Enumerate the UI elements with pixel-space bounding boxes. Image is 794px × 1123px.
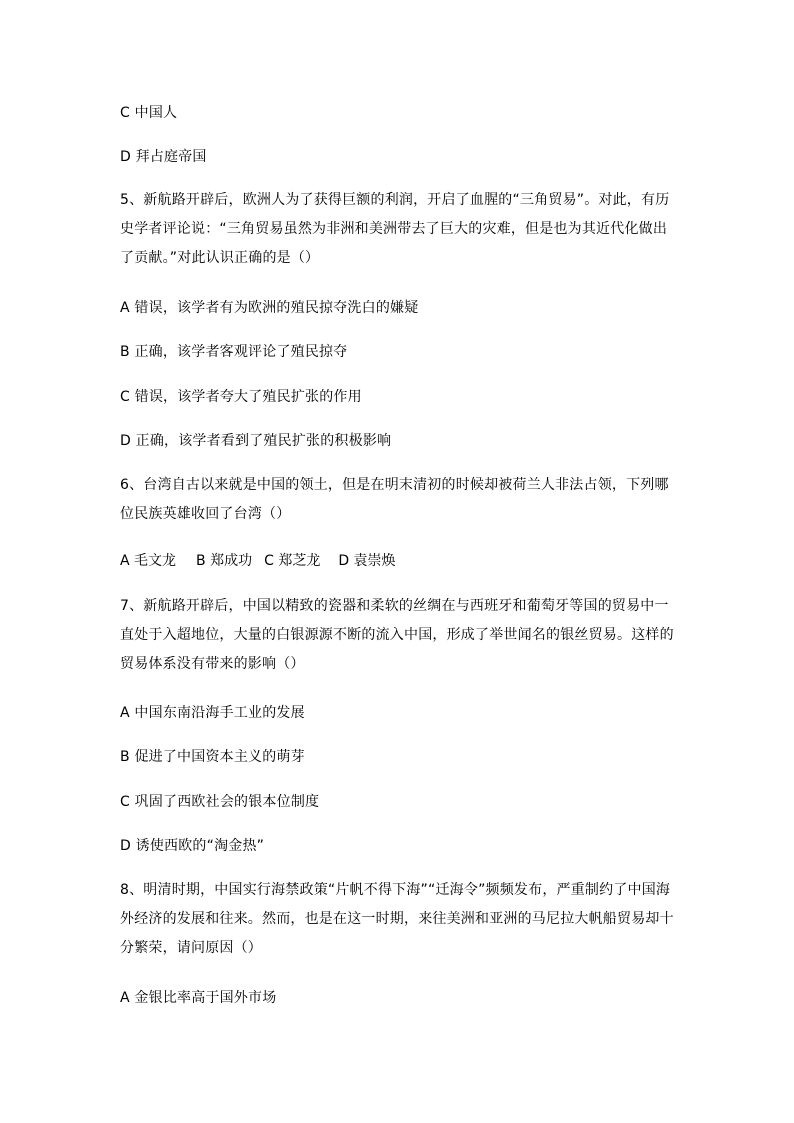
option-c-q4: C 中国人 — [120, 105, 178, 121]
option-d-q5: D 正确，该学者看到了殖民扩张的积极影响 — [120, 433, 392, 449]
question-6: 6、台湾自古以来就是中国的领土，但是在明末清初的时候却被荷兰人非法占领，下列哪位民族英雄收回了台湾（） — [120, 477, 669, 522]
question-8: 8、明清时期，中国实行海禁政策“片帆不得下海”“迁海令”频频发布，严重制约了中国海外经济的发展和往来。然而，也是在这一时期，来往美洲和亚洲的马尼拉大帆船贸易却十分繁荣，请问原因（） — [120, 882, 674, 956]
option-b-q5: B 正确，该学者客观评论了殖民掠夺 — [120, 344, 348, 360]
option-a-q5: A 错误，该学者有为欧洲的殖民掠夺洗白的嫌疑 — [120, 300, 419, 316]
option-b-q7: B 促进了中国资本主义的萌芽 — [120, 749, 305, 765]
option-a-q7: A 中国东南沿海手工业的发展 — [120, 705, 305, 721]
question-7: 7、新航路开辟后，中国以精致的瓷器和柔软的丝绸在与西班牙和葡萄牙等国的贸易中一直处于入超地位，大量的白银源源不断的流入中国，形成了举世闻名的银丝贸易。这样的贸易体系没有带来的影响（） — [120, 598, 674, 672]
option-a-q6: A 毛文龙 — [120, 553, 177, 569]
option-c-q6: C 郑芝龙 — [264, 553, 321, 569]
option-b-q6: B 郑成功 — [196, 553, 253, 569]
option-d-q4: D 拜占庭帝国 — [120, 149, 207, 165]
option-a-q8: A 金银比率高于国外市场 — [120, 990, 277, 1006]
option-c-q5: C 错误，该学者夸大了殖民扩张的作用 — [120, 389, 362, 405]
option-d-q7: D 诱使西欧的“淘金热” — [120, 838, 265, 854]
option-d-q6: D 袁崇焕 — [338, 553, 396, 569]
option-c-q7: C 巩固了西欧社会的银本位制度 — [120, 794, 320, 810]
options-q6 — [120, 551, 396, 571]
question-5: 5、新航路开辟后，欧洲人为了获得巨额的利润，开启了血腥的“三角贸易”。对此，有历史学者评论说：“三角贸易虽然为非洲和美洲带去了巨大的灾难，但是也为其近代化做出了贡献。”对此认识正确的是（） — [120, 192, 670, 266]
